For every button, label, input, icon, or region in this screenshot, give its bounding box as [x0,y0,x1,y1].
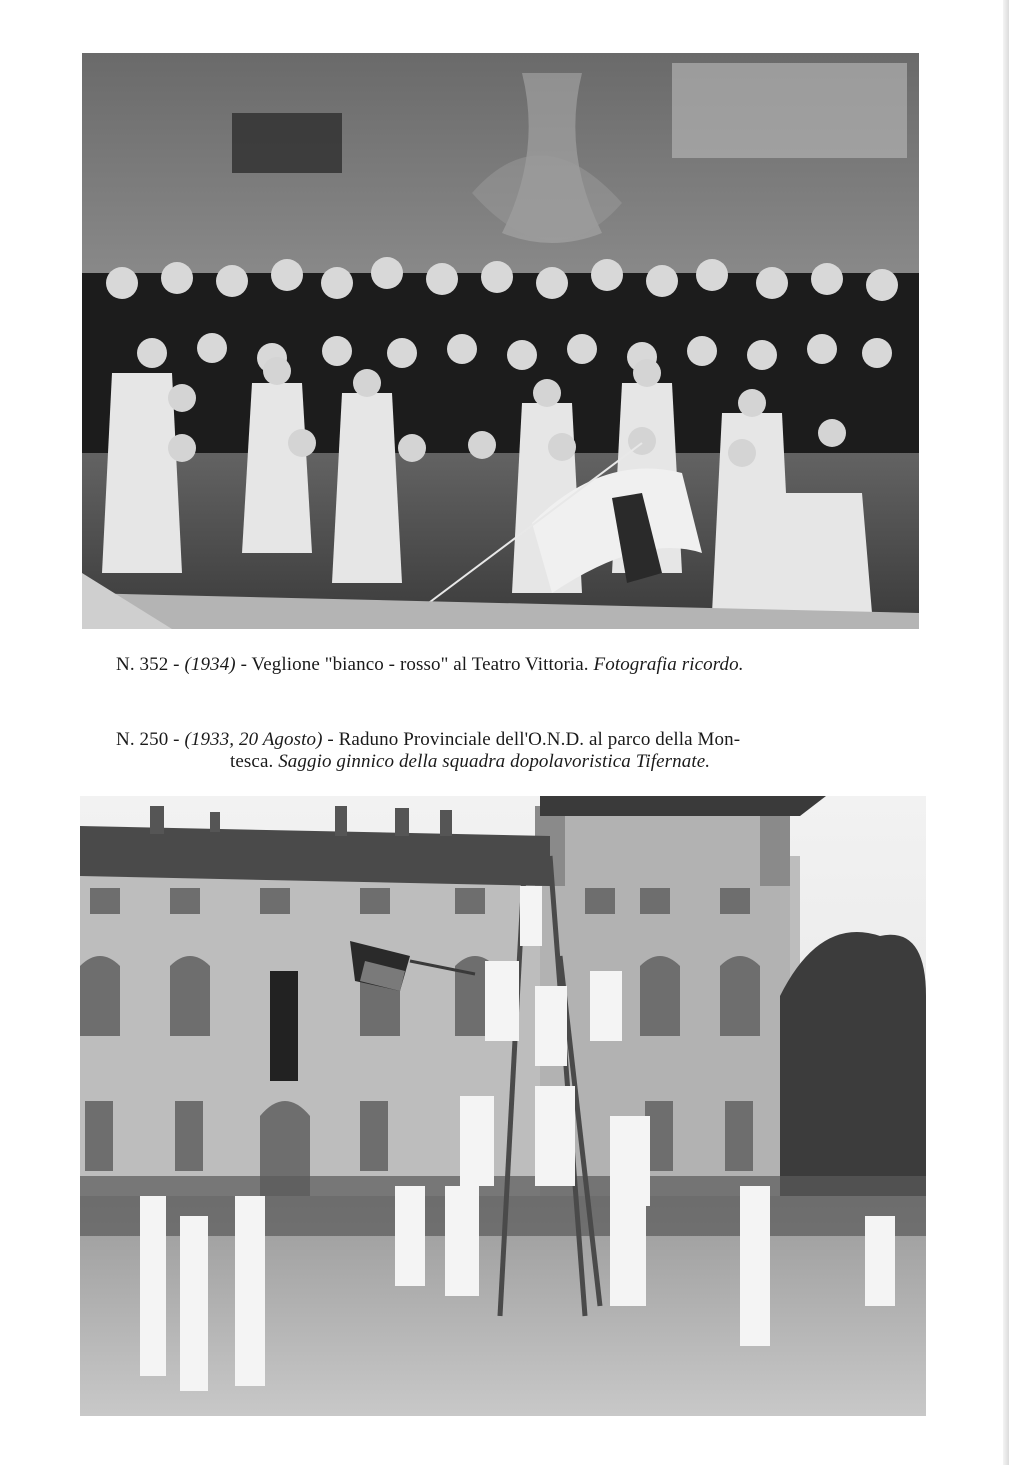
caption-separator: - [322,729,339,750]
caption-note: Saggio ginnico della squadra dopolavoristica Tifernate. [278,751,711,772]
photo-gymnastics-display-image [80,796,926,1416]
caption-text: Veglione "bianco - rosso" al Teatro Vittoria. [251,654,594,675]
caption-text: tesca. [230,751,279,772]
photo-group-portrait-image [82,53,919,629]
photo-group-portrait [82,53,919,629]
caption-separator: - [168,729,185,750]
caption-date: (1933, 20 Agosto) [184,729,323,750]
caption-photo-250-line2 [230,751,710,773]
caption-number: N. 250 [116,729,169,750]
scan-edge [1003,0,1009,1465]
caption-text: Raduno Provinciale dell'O.N.D. al parco della Mon- [338,729,741,750]
caption-photo-352 [116,654,744,676]
caption-number: N. 352 [116,654,169,675]
caption-photo-250-line1 [116,729,740,751]
caption-separator: - [168,654,185,675]
photo-gymnastics-display [80,796,926,1416]
caption-date: (1934) [184,654,236,675]
caption-note: Fotografia ricordo. [593,654,744,675]
caption-separator: - [235,654,252,675]
